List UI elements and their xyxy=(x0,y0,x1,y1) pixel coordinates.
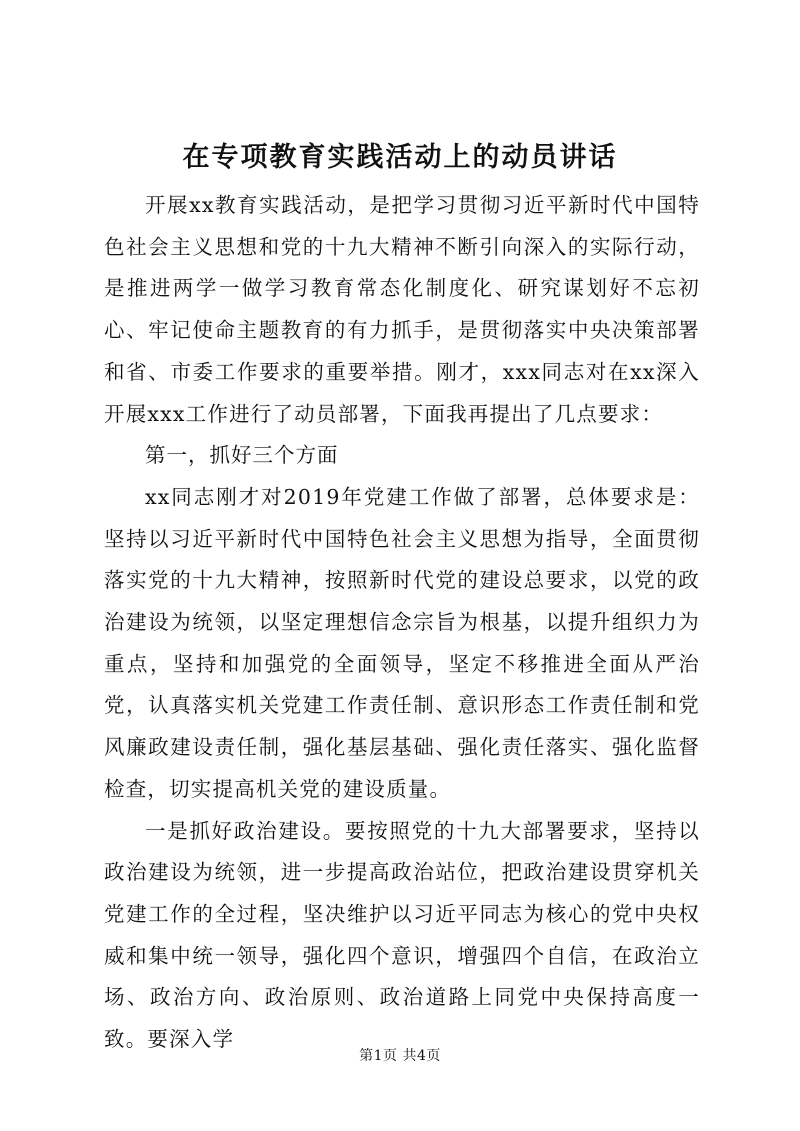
page-footer: 第1页 共4页 xyxy=(359,1048,441,1064)
intro-paragraph: 开展xx教育实践活动，是把学习贯彻习近平新时代中国特色社会主义思想和党的十九大精神不断引向深入的实际行动，是推进两学一做学习教育常态化制度化、研究谋划好不忘初心、牢记使命主题教育的有力抓手，是贯彻落实中央决策部署和省、市委工作要求的重要举措。刚才，xxx同志对在xx深入开展xxx工作进行了动员部署，下面我再提出了几点要求： xyxy=(104,193,700,426)
section-heading: 第一，抓好三个方面 xyxy=(145,443,339,468)
political-construction-paragraph: 一是抓好政治建设。要按照党的十九大部署要求，坚持以政治建设为统领，进一步提高政治站位，把政治建设贯穿机关党建工作的全过程，坚决维护以习近平同志为核心的党中央权威和集中统一领导，强化四个意识，增强四个自信，在政治立场、政治方向、政治原则、政治道路上同党中央保持高度一致。要深入学 xyxy=(104,818,700,1052)
requirements-paragraph: xx同志刚才对2019年党建工作做了部署，总体要求是：坚持以习近平新时代中国特色社会主义思想为指导，全面贯彻落实党的十九大精神，按照新时代党的建设总要求，以党的政治建设为统领，以坚定理想信念宗旨为根基，以提升组织力为重点，坚持和加强党的全面领导，坚定不移推进全面从严治党，认真落实机关党建工作责任制、意识形态工作责任制和党风廉政建设责任制，强化基层基础、强化责任落实、强化监督检查，切实提高机关党的建设质量。 xyxy=(104,484,700,801)
document-title: 在专项教育实践活动上的动员讲话 xyxy=(182,142,618,173)
document-body xyxy=(104,185,700,1061)
